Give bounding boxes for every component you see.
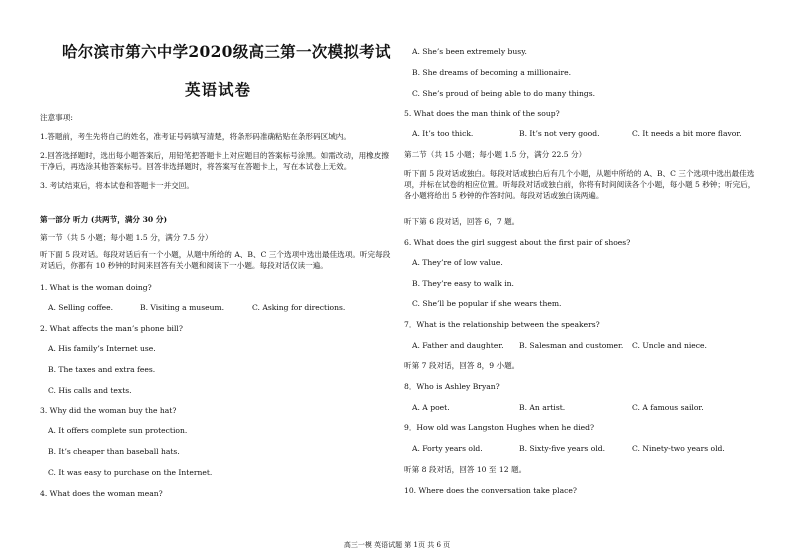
option: C. She’ll be popular if she wears them. — [412, 299, 562, 308]
option: C. It needs a bit more flavor. — [632, 129, 742, 138]
option: A. Father and daughter. — [412, 341, 504, 350]
part1-heading: 第一部分 听力 (共两节，满分 30 分) — [40, 215, 168, 224]
note-item: 1.答题前，考生先将自己的姓名，准考证号码填写清楚，将条形码准确粘贴在条形码区域内。 — [40, 132, 351, 141]
option: B. The taxes and extra fees. — [48, 365, 156, 374]
option: B. It’s not very good. — [519, 129, 600, 138]
section2-heading: 第二节（共 15 小题；每小题 1.5 分，满分 22.5 分） — [404, 150, 587, 159]
option: C. His calls and texts. — [48, 386, 132, 395]
section2-instructions: 听下面 5 段对话或独白。每段对话或独白后有几个小题，从题中所给的 A、B、C 三个选项中选出最佳选项，并标在试卷的相应位置。听每段对话或独白前，你将有时间阅读各个小题，每小题 5 秒钟；听完后，各小题将给出 5 秒钟的作答时间。每段对话或独白读两遍。 — [404, 169, 756, 200]
option: C. It was easy to purchase on the Internet. — [48, 468, 213, 477]
exam-title: 哈尔滨市第六中学2020级高三第一次模拟考试 — [62, 42, 391, 61]
question-10: 10. Where does the conversation take place? — [404, 486, 577, 495]
option: C. Uncle and niece. — [632, 341, 707, 350]
option: A. A poet. — [412, 403, 450, 412]
question-6: 6. What does the girl suggest about the first pair of shoes? — [404, 238, 631, 247]
option: C. A famous sailor. — [632, 403, 704, 412]
exam-subtitle: 英语试卷 — [185, 80, 252, 99]
option: B. They’re easy to walk in. — [412, 279, 514, 288]
question-2: 2. What affects the man’s phone bill? — [40, 324, 183, 333]
option: C. She’s proud of being able to do many things. — [412, 89, 596, 98]
option: A. She’s been extremely busy. — [412, 47, 527, 56]
option: B. Salesman and customer. — [519, 341, 624, 350]
section1-instructions: 听下面 5 段对话。每段对话后有一个小题，从题中所给的 A、B、C 三个选项中选出最佳选项。听完每段对话后，你都有 10 秒钟的时间来回答有关小题和阅读下一小题。每段对话仅读一遍。 — [40, 250, 391, 270]
question-1: 1. What is the woman doing? — [40, 283, 152, 292]
option: C. Asking for directions. — [252, 303, 346, 312]
dialog-7-note: 听第 7 段对话，回答 8，9 小题。 — [404, 361, 520, 370]
option: A. Forty years old. — [412, 444, 483, 453]
option: C. Ninety-two years old. — [632, 444, 725, 453]
option: B. She dreams of becoming a millionaire. — [412, 68, 572, 77]
option: A. It offers complete sun protection. — [48, 426, 188, 435]
page-footer: 高三一模 英语试题 第 1页 共 6 页 — [343, 541, 451, 549]
dialog-8-note: 听第 8 段对话，回答 10 至 12 题。 — [404, 465, 527, 474]
question-8: 8．Who is Ashley Bryan? — [404, 382, 500, 391]
notes-heading: 注意事项: — [40, 113, 73, 122]
dialog-6-note: 听下第 6 段对话，回答 6，7 题。 — [404, 217, 520, 226]
question-5: 5. What does the man think of the soup? — [404, 109, 560, 118]
option: B. An artist. — [519, 403, 566, 412]
option: B. Sixty-five years old. — [519, 444, 606, 453]
question-9: 9．How old was Langston Hughes when he died? — [404, 423, 595, 432]
question-3: 3. Why did the woman buy the hat? — [40, 406, 177, 415]
question-7: 7．What is the relationship between the speakers? — [404, 320, 600, 329]
option: B. It’s cheaper than baseball hats. — [48, 447, 180, 456]
option: A. They’re of low value. — [412, 258, 503, 267]
note-item: 3. 考试结束后，将本试卷和答题卡一并交回。 — [40, 181, 194, 190]
option: A. His family’s Internet use. — [48, 344, 156, 353]
section1-heading: 第一节（共 5 小题；每小题 1.5 分，满分 7.5 分） — [40, 233, 213, 242]
option: A. It’s too thick. — [412, 129, 474, 138]
option: A. Selling coffee. — [48, 303, 114, 312]
question-4: 4. What does the woman mean? — [40, 489, 163, 498]
option: B. Visiting a museum. — [140, 303, 225, 312]
note-item: 2.回答选择题时，选出每小题答案后，用铅笔把答题卡上对应题目的答案标号涂黑。如需改动，用橡皮擦干净后，再选涂其他答案标号。回答非选择题时，将答案写在答题卡上，写在本试卷上无效。 — [40, 151, 389, 171]
